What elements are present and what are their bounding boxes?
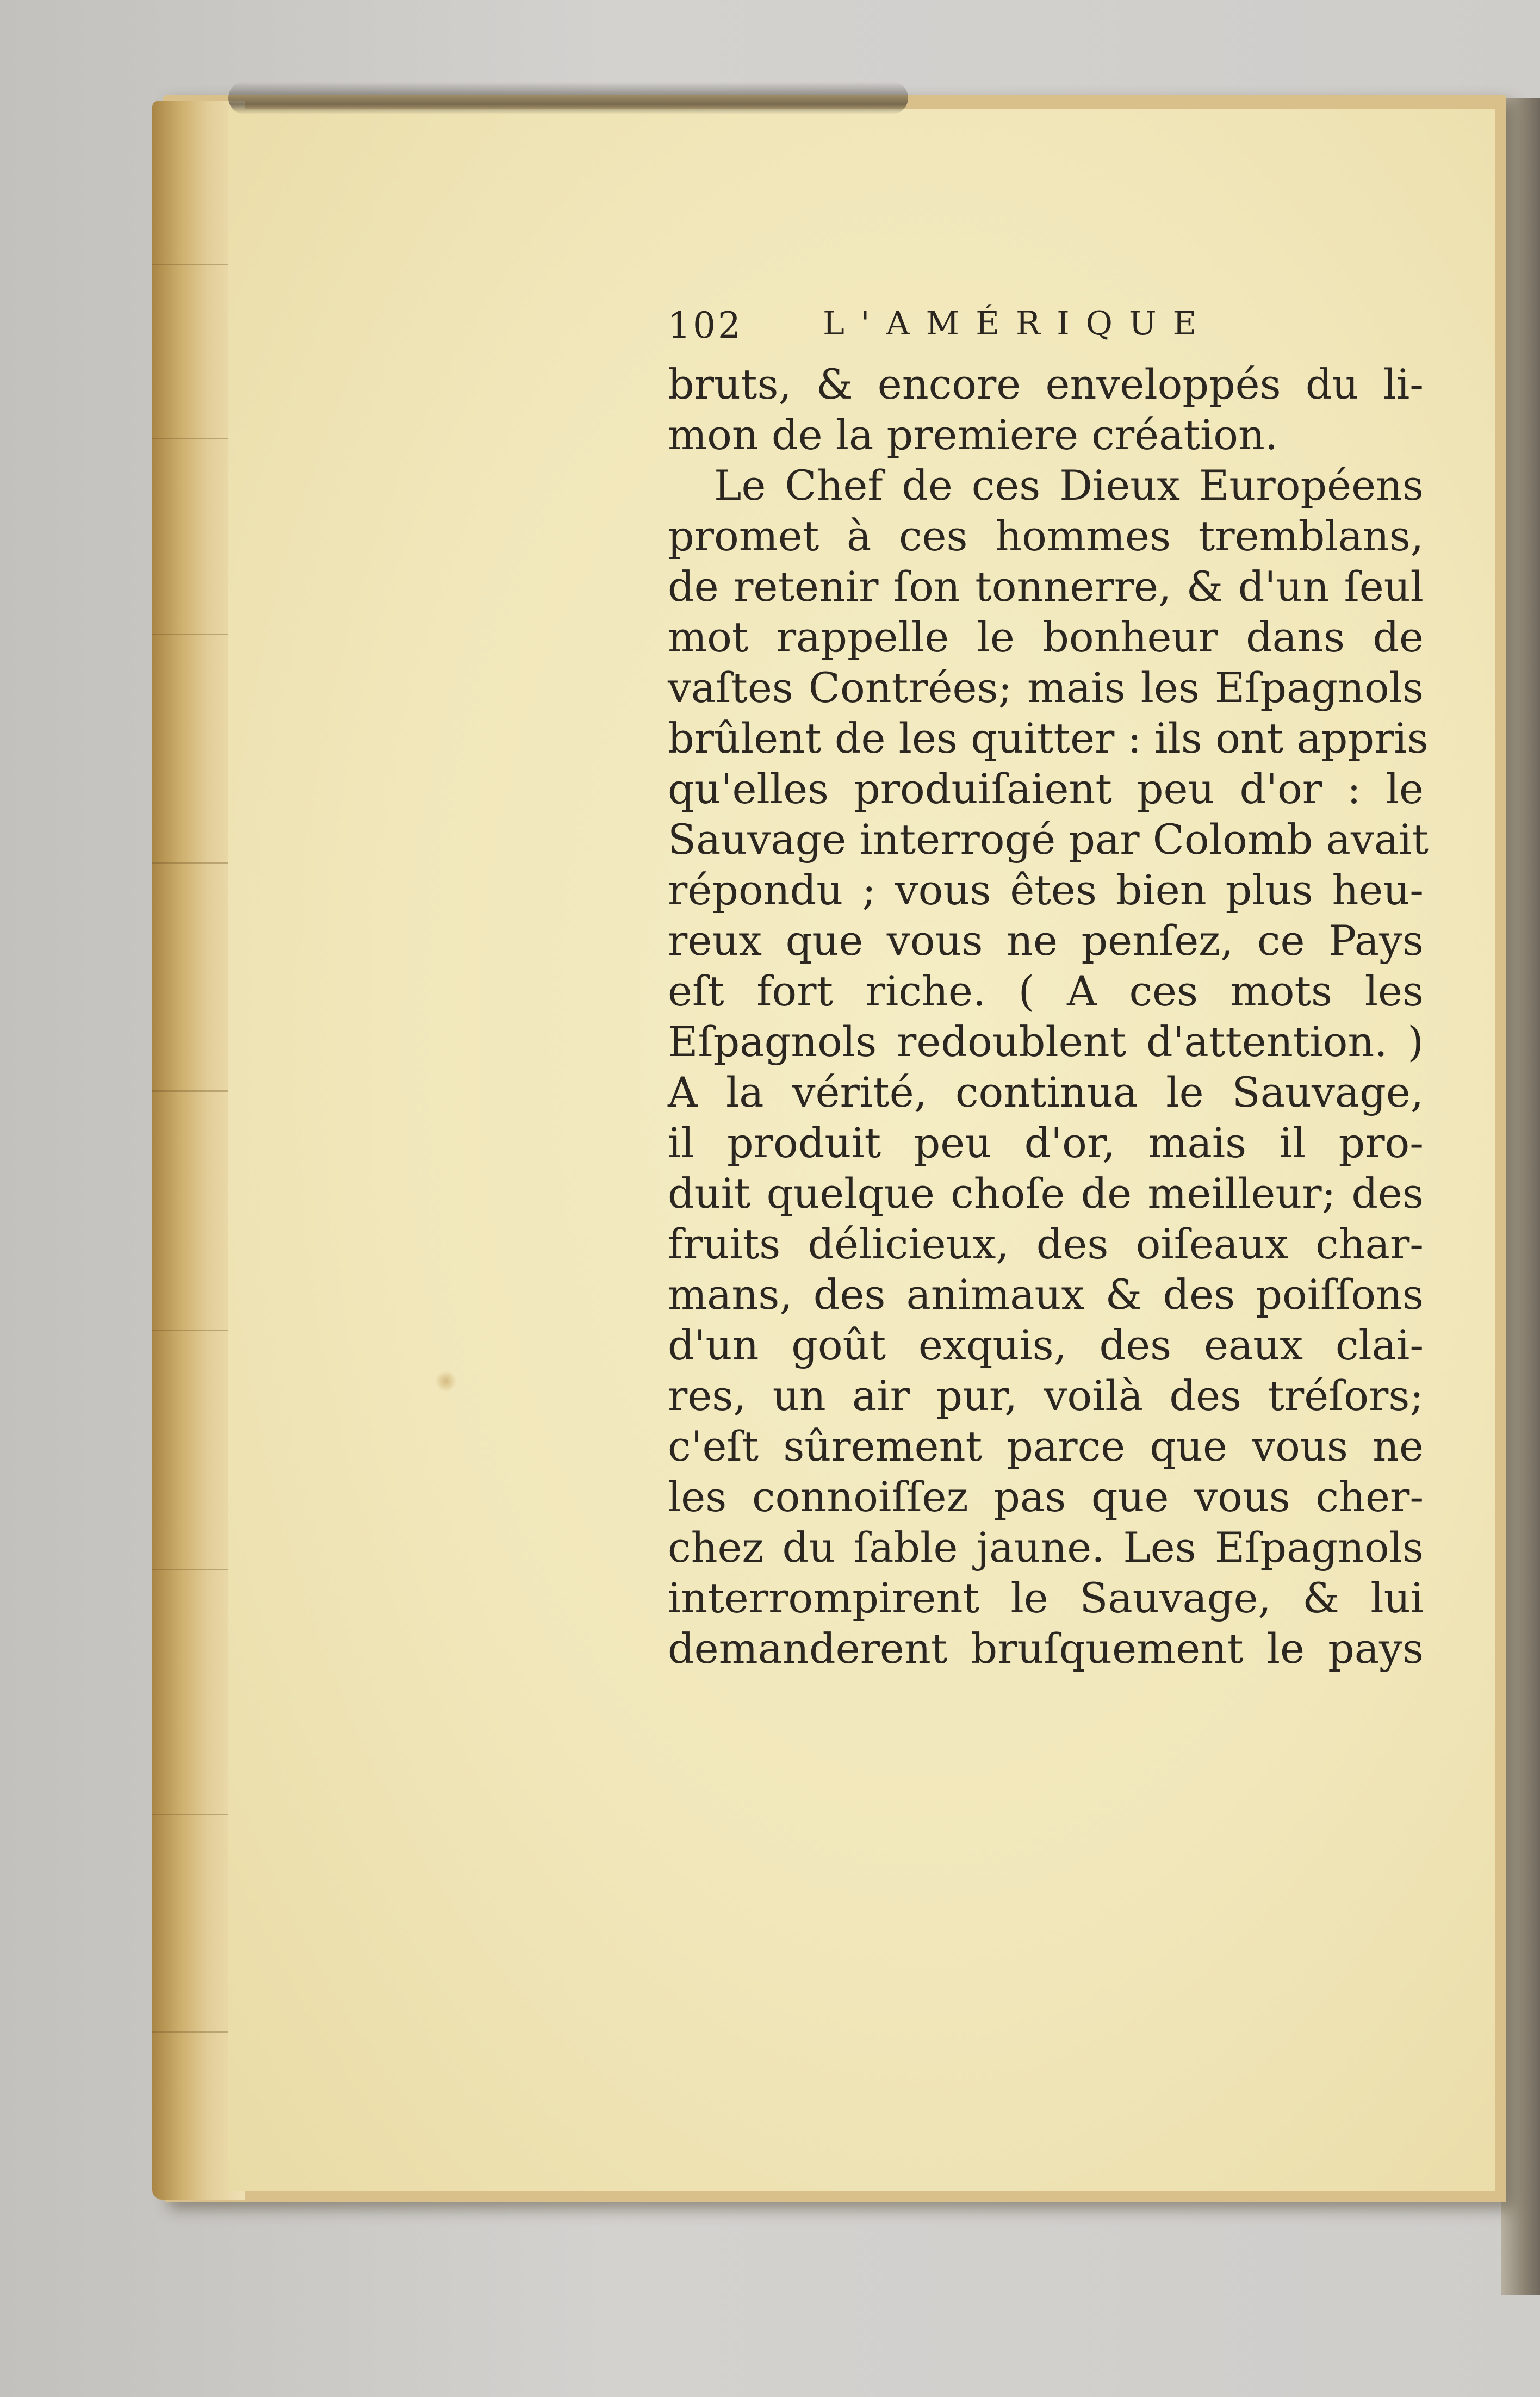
text-line: il produit peu d'or, mais il pro- (668, 1119, 1424, 1167)
text-line: Le Chef de ces Dieux Européens (714, 461, 1424, 510)
page-number: 102 (668, 305, 743, 346)
text-line: chez du ſable jaune. Les Eſpagnols (668, 1523, 1424, 1572)
text-line: les connoiſſez pas que vous cher- (668, 1473, 1424, 1521)
text-line: mot rappelle le bonheur dans de (668, 613, 1424, 661)
text-line: fruits délicieux, des oiſeaux char- (668, 1220, 1424, 1268)
text-line: de retenir ſon tonnerre, & d'un ſeul (668, 562, 1424, 611)
text-line: reux que vous ne penſez, ce Pays (668, 916, 1424, 965)
text-line: eſt fort riche. ( A ces mots les (668, 967, 1424, 1015)
text-line: A la vérité, continua le Sauvage, (668, 1068, 1424, 1116)
text-line: brûlent de les quitter : ils ont appris (668, 714, 1429, 762)
text-line: demanderent bruſquement le pays (668, 1624, 1424, 1673)
running-head (668, 305, 1424, 359)
text-line: duit quelque choſe de meilleur; des (668, 1169, 1424, 1218)
facing-page-edge (1501, 98, 1540, 2295)
text-line: qu'elles produiſaient peu d'or : le (668, 765, 1424, 813)
text-line: interrompirent le Sauvage, & lui (668, 1574, 1424, 1622)
text-line: d'un goût exquis, des eaux clai- (668, 1321, 1424, 1369)
page-text-block (668, 305, 1429, 1674)
text-line: mon de la premiere création. (668, 411, 1278, 459)
binding-shadow (228, 82, 908, 114)
running-head-title: L'AMÉRIQUE (823, 305, 1213, 343)
text-line: répondu ; vous êtes bien plus heu- (668, 866, 1424, 914)
text-line: mans, des animaux & des poiſſons (668, 1270, 1424, 1319)
text-line: vaſtes Contrées; mais les Eſpagnols (668, 663, 1424, 712)
text-line: Sauvage interrogé par Colomb avait (668, 815, 1429, 864)
text-line: Eſpagnols redoublent d'attention. ) (668, 1017, 1424, 1066)
text-line: c'eſt sûrement parce que vous ne (668, 1422, 1424, 1470)
text-line: promet à ces hommes tremblans, (668, 512, 1424, 560)
text-line: res, un air pur, voilà des tréſors; (668, 1371, 1424, 1420)
text-line: bruts, & encore enveloppés du li- (668, 360, 1424, 408)
paper-stain (435, 1370, 457, 1392)
